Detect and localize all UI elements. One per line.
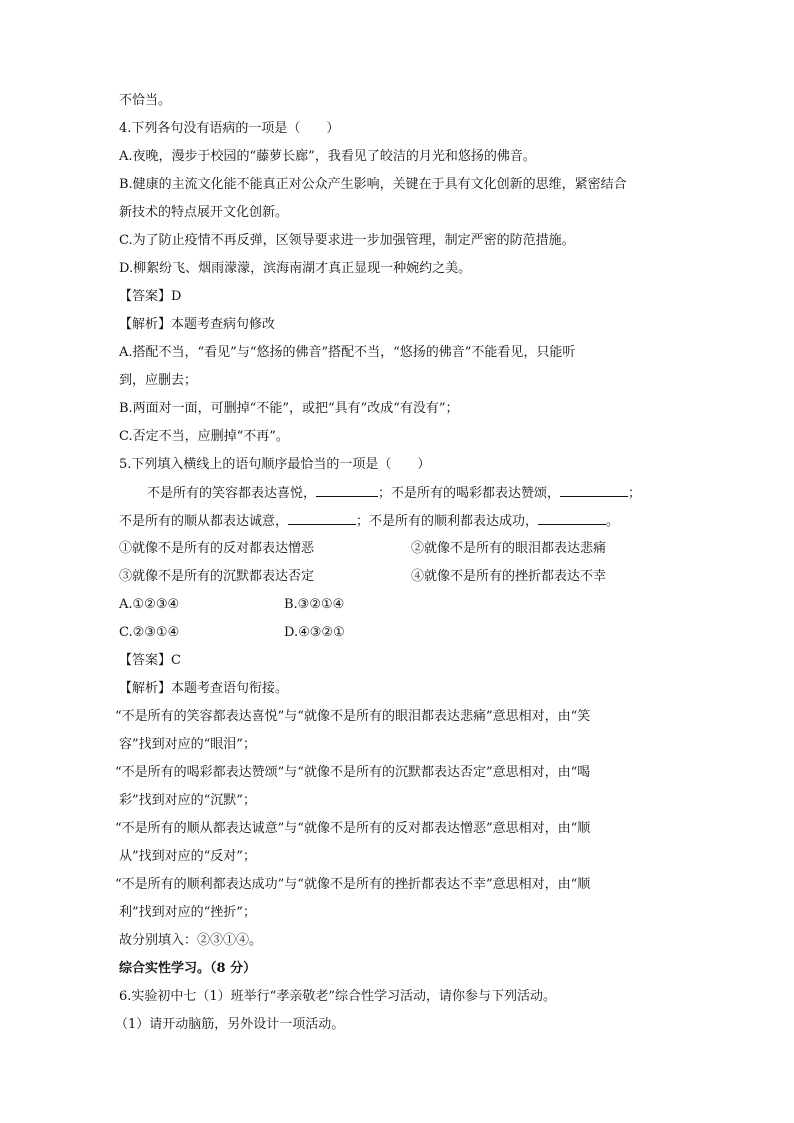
choice-3: ③就像不是所有的沉默都表达否定 <box>119 569 315 584</box>
analysis-5-line: “不是所有的喝彩都表达赞颂”与“就像不是所有的沉默都表达否定”意思相对，由“喝 <box>115 765 591 780</box>
choice-2: ②就像不是所有的眼泪都表达悲痛 <box>411 541 607 556</box>
passage-line-2 <box>119 512 619 531</box>
option-a: A.①②③④ <box>119 597 180 612</box>
analysis-5-line: 从”找到对应的“反对”； <box>119 849 256 864</box>
analysis-5-line: “不是所有的顺利都表达成功”与“就像不是所有的挫折都表达不幸”意思相对，由“顺 <box>115 877 591 892</box>
analysis-4-a: A.搭配不当，“看见”与“悠扬的佛音”搭配不当，“悠扬的佛音”不能看见，只能听 <box>119 345 576 360</box>
section-heading: 综合实性学习。（8 分） <box>119 961 257 976</box>
fill-blank <box>538 512 606 525</box>
option-a: A.夜晚，漫步于校园的“藤萝长廊”，我看见了皎洁的月光和悠扬的佛音。 <box>119 149 536 164</box>
passage-text: 。 <box>606 514 620 529</box>
option-b: B.③②①④ <box>284 597 345 612</box>
analysis-5-line: “不是所有的顺从都表达诚意”与“就像不是所有的反对都表达憎恶”意思相对，由“顺 <box>115 821 591 836</box>
analysis-4-heading: 【解析】本题考查病句修改 <box>119 317 276 332</box>
answer-4: 【答案】D <box>119 289 182 304</box>
choice-1: ①就像不是所有的反对都表达憎恶 <box>119 541 315 556</box>
question-5-stem: 5.下列填入横线上的语句顺序最恰当的一项是（ ） <box>119 457 431 472</box>
question-6-sub-1: （1）请开动脑筋，另外设计一项活动。 <box>115 1017 345 1032</box>
passage-text: ；不是所有的喝彩都表达赞颂， <box>378 486 561 501</box>
analysis-5-line: 利”找到对应的“挫折”； <box>119 905 256 920</box>
analysis-5-line: 彩”找到对应的“沉默”； <box>119 793 256 808</box>
analysis-5-conclusion: 故分别填入：②③①④。 <box>119 933 263 948</box>
passage-text: ； <box>628 486 642 501</box>
option-d: D.④③②① <box>284 625 345 640</box>
passage-text: 不是所有的笑容都表达喜悦， <box>147 486 317 501</box>
fill-blank <box>288 512 356 525</box>
option-c: C.②③①④ <box>119 625 180 640</box>
analysis-4-c: C.否定不当，应删掉“不再”。 <box>119 429 289 444</box>
analysis-5-heading: 【解析】本题考查语句衔接。 <box>119 681 289 696</box>
option-b-cont: 新技术的特点展开文化创新。 <box>119 205 289 220</box>
option-d: D.柳絮纷飞、烟雨濛濛，滨海南湖才真正显现一种婉约之美。 <box>119 261 472 276</box>
text-line: 不恰当。 <box>119 93 172 108</box>
question-4-stem: 4.下列各句没有语病的一项是（ ） <box>119 121 340 136</box>
analysis-4-b: B.两面对一面，可删掉“不能”，或把“具有”改成“有没有”； <box>119 401 459 416</box>
passage-text: ；不是所有的顺利都表达成功， <box>356 514 539 529</box>
analysis-4-a-cont: 到，应删去； <box>119 373 198 388</box>
option-b: B.健康的主流文化能不能真正对公众产生影响，关键在于具有文化创新的思维，紧密结合 <box>119 177 627 192</box>
passage-line-1 <box>147 484 641 503</box>
analysis-5-line: “不是所有的笑容都表达喜悦”与“就像不是所有的眼泪都表达悲痛”意思相对，由“笑 <box>115 709 591 724</box>
fill-blank <box>560 484 628 497</box>
fill-blank <box>316 484 378 497</box>
option-c: C.为了防止疫情不再反弹，区领导要求进一步加强管理，制定严密的防范措施。 <box>119 233 575 248</box>
analysis-5-line: 容”找到对应的“眼泪”； <box>119 737 256 752</box>
answer-5: 【答案】C <box>119 653 181 668</box>
passage-text: 不是所有的顺从都表达诚意， <box>119 514 289 529</box>
choice-4: ④就像不是所有的挫折都表达不幸 <box>411 569 607 584</box>
question-6-stem: 6.实验初中七（1）班举行“孝亲敬老”综合性学习活动，请你参与下列活动。 <box>119 989 556 1004</box>
